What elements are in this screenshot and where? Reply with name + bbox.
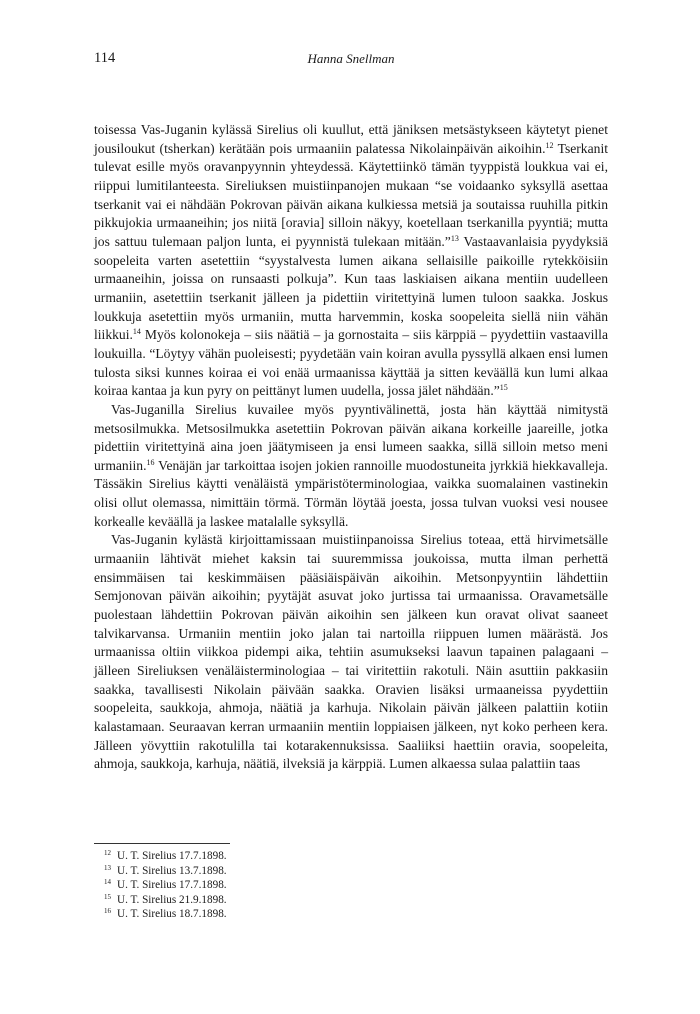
- text-run: toisessa Vas-Juganin kylässä Sirelius oli kuullut, että jäniksen metsästykseen käytetyt pienet jousiloukut (tsherkan) kerätään pois urmaaniin palatessa Nikolainpäivän aikoihin.: [94, 122, 608, 156]
- paragraph: [94, 401, 608, 532]
- footnote-reference[interactable]: 14: [132, 327, 141, 337]
- footnote: $^{12}$ U. T. Sirelius 17.7.1898.: [104, 849, 227, 862]
- footnote-text: U. T. Sirelius 13.7.1898.: [117, 864, 227, 877]
- body-text: [94, 121, 608, 774]
- footnote: $^{15}$ U. T. Sirelius 21.9.1898.: [104, 892, 227, 906]
- footnote-text: U. T. Sirelius 18.7.1898.: [117, 908, 227, 921]
- footnote-reference[interactable]: 13: [450, 233, 459, 243]
- text-run: Myös kolonokeja – siis näätiä – ja gornostaita – siis kärppiä – pyydettiin vastaavilla loukuilla. “Löytyy vähän puoleisesti; pyydetään vain koiran avulla pyssyllä alkaen ensi lumen tulosta siksi kunnes koiraa ei voi enää urmaanissa käyttää ja sitten keväällä kun lumi alkaa koiraa kantaa ja kun pyry on peittänyt lumen uudella, jossa jälet nähdään.”: [94, 327, 608, 399]
- page-header: [94, 50, 608, 70]
- footnote: $^{16}$ U. T. Sirelius 18.7.1898.: [104, 907, 227, 921]
- paragraph: [94, 531, 608, 774]
- text-run: Venäjän jar tarkoittaa isojen jokien rannoille muodostuneita jyrkkiä hiekkavalleja. Tässäkin Sirelius käytti venäläistä ympäristöterminologiaa, vaikka suomalainen vastinekin olisi ollut olemassa, nimittäin törmä. Törmän löytää joesta, jossa tulvan vuoksi vesi nousee korkealle keväällä ja laskee matalalle syksyllä.: [94, 457, 608, 529]
- paragraph: [94, 121, 608, 401]
- text-run: Vas-Juganilla Sirelius kuvailee myös pyyntivälinettä, josta hän käyttää nimitystä metsosilmukka. Metsosilmukka asetettiin Pokrovan päivän aikana korkeille jaareille, jotka pidettiin viritettyinä aina joen jäätymiseen ja ensi lumeen saakka, sillä silloin metso meni urmaniin.: [94, 401, 608, 473]
- text-run: Vas-Juganin kylästä kirjoittamissaan muistiinpanoissa Sirelius toteaa, että hirvimetsälle urmaaniin lähtivät miehet kaksin tai suuremmissa joukoissa, mutta ilman perhettä ensimmäisen tai keskimmäisen pääsiäispäivän aikoihin. Metsonpyyntiin lähdettiin Semjonovan päivän aikoihin; pyytäjät asuvat joko jurtissa tai urmaanissa. Oravametsälle puolestaan lähdettiin Pokrovan päivän aikoihin sen jälkeen kun oravat olivat saaneet talvikarvansa. Urmaniin mentiin joko jalan tai nartoilla riippuen lumen määrästä. Jos urmaanissa oltiin viikkoa pidempi aika, tehtiin asumukseksi laavun tapainen palagaani – jälleen Sireliuksen venäläisterminologiaa – tai viritettiin rakotuli. Näin asuttiin pakkasiin saakka, tavallisesti Nikolain päivään saakka. Oravien lisäksi urmaaneissa pyydettiin soopeleita, saukkoja, ahmoja, näätiä ja karhuja. Nikolain päivän jälkeen palattiin kotiin kalastamaan. Seuraavan kerran urmaaniin mentiin loppiaisen jälkeen, nyt koko perheen kera. Jälleen yövyttiin rakotulilla tai kotarakennuksissa. Saaliiksi haettiin oravia, soopeleita, ahmoja, saukkoja, karhuja, näätiä, ilveksiä ja kärppiä. Lumen alkaessa sulaa palattiin taas: [94, 532, 608, 772]
- footnote-reference[interactable]: 16: [146, 457, 155, 467]
- footnote-text: U. T. Sirelius 17.7.1898.: [117, 879, 227, 892]
- footnote-reference[interactable]: 15: [499, 383, 508, 393]
- footnotes: [104, 849, 227, 922]
- footnote-text: U. T. Sirelius 21.9.1898.: [117, 893, 227, 906]
- footnote: $^{13}$ U. T. Sirelius 13.7.1898.: [104, 863, 227, 877]
- running-head-author: Hanna Snellman: [307, 51, 395, 66]
- footnote: $^{14}$ U. T. Sirelius 17.7.1898.: [104, 878, 227, 892]
- page-number: 114: [94, 50, 116, 66]
- text-run: Vastaavanlaisia pyydyksiä soopeleita varten asetettiin “syystalvesta lumen aikana sellaisille paikoille rytekköisiin urmaaneihin, joissa on runsaasti polkuja”. Kun taas laskiaisen aikana mentiin uudelleen urmaniin, asetettiin tserkanit jälleen ja pidettiin viritettyinä lumen tuloon saakka. Joskus loukkuja asetettiin myös urmaniin, mutta harvemmin, koska soopeleita siellä niin vähän liikkui.: [94, 233, 608, 343]
- footnote-text: U. T. Sirelius 17.7.1898.: [117, 850, 227, 862]
- text-run: Tserkanit tulevat esille myös oravanpyynnin yhteydessä. Käytettiinkö tämän tyyppistä loukkua vai ei, riippui lumitilanteesta. Sireliuksen muistiinpanojen mukaan “se voidaanko syksyllä asettaa tserkanit vai ei nähdään Pokrovan päivän aikana kulkiessa metsiä ja soutaissa ruuhilla pitkin pikkujokia urmaaneihin; jos niitä [oravia] silloin näkyy, koetellaan tserkanilla pyyntiä; mutta jos sattuu tulemaan paljon lunta, ei pyynnistä tulekaan mitään.”: [94, 140, 608, 249]
- footnote-reference[interactable]: 12: [545, 140, 554, 150]
- footnote-separator: [94, 843, 230, 844]
